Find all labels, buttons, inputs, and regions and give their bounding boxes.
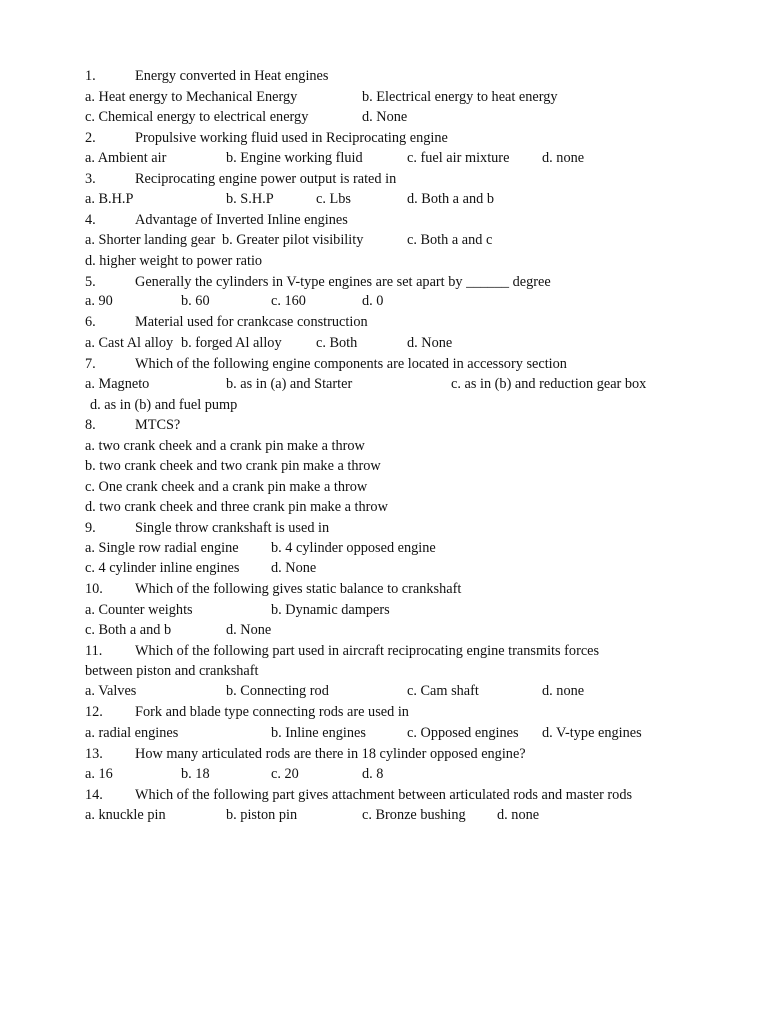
question-number: 7. bbox=[85, 356, 96, 372]
question-number: 3. bbox=[85, 171, 96, 187]
option-d: d. None bbox=[407, 335, 453, 351]
option-c: c. Both a and c bbox=[407, 232, 493, 248]
question-text: Single throw crankshaft is used in bbox=[135, 520, 330, 536]
option-d: d. higher weight to power ratio bbox=[85, 253, 263, 269]
question-number: 9. bbox=[85, 520, 96, 536]
option-a: a. Counter weights bbox=[85, 602, 193, 618]
question-number: 2. bbox=[85, 130, 96, 146]
question-number: 6. bbox=[85, 314, 96, 330]
question-text: How many articulated rods are there in 18 cylinder opposed engine? bbox=[135, 746, 526, 762]
option-c: c. fuel air mixture bbox=[407, 150, 510, 166]
option-a: a. 90 bbox=[85, 293, 113, 309]
option-c: c. Both a and b bbox=[85, 622, 172, 638]
question-text: MTCS? bbox=[135, 417, 181, 433]
option-a: a. B.H.P bbox=[85, 191, 134, 207]
question-number: 13. bbox=[85, 746, 103, 762]
question-text: Advantage of Inverted Inline engines bbox=[135, 212, 348, 228]
option-d: d. none bbox=[542, 150, 585, 166]
option-d: d. 0 bbox=[362, 293, 384, 309]
option-d: d. two crank cheek and three crank pin make a throw bbox=[85, 499, 388, 515]
question-text: Fork and blade type connecting rods are used in bbox=[135, 704, 409, 720]
option-b: b. forged Al alloy bbox=[181, 335, 282, 351]
question-text: Which of the following engine components are located in accessory section bbox=[135, 356, 567, 372]
option-c: c. Both bbox=[316, 335, 358, 351]
option-a: a. Single row radial engine bbox=[85, 540, 239, 556]
option-c: c. 160 bbox=[271, 293, 306, 309]
option-d: d. None bbox=[362, 109, 408, 125]
option-b: b. 60 bbox=[181, 293, 210, 309]
option-a: a. Magneto bbox=[85, 376, 150, 392]
option-a: a. Valves bbox=[85, 683, 137, 699]
option-a: a. Ambient air bbox=[85, 150, 167, 166]
question-text-continuation: between piston and crankshaft bbox=[85, 663, 259, 679]
option-d: d. none bbox=[542, 683, 585, 699]
question-number: 10. bbox=[85, 581, 103, 597]
question-number: 8. bbox=[85, 417, 96, 433]
option-b: b. piston pin bbox=[226, 807, 298, 823]
option-a: a. knuckle pin bbox=[85, 807, 166, 823]
option-b: b. Engine working fluid bbox=[226, 150, 363, 166]
question-number: 12. bbox=[85, 704, 103, 720]
option-c: c. as in (b) and reduction gear box bbox=[451, 376, 647, 392]
question-number: 11. bbox=[85, 643, 103, 659]
question-text: Energy converted in Heat engines bbox=[135, 68, 329, 84]
option-c: c. Lbs bbox=[316, 191, 351, 207]
option-a: a. Heat energy to Mechanical Energy bbox=[85, 89, 298, 105]
option-c: c. Chemical energy to electrical energy bbox=[85, 109, 309, 125]
question-text: Which of the following part gives attachment between articulated rods and master rods bbox=[135, 787, 633, 803]
option-b: b. Inline engines bbox=[271, 725, 366, 741]
option-d: d. 8 bbox=[362, 766, 384, 782]
option-b: b. Greater pilot visibility bbox=[222, 232, 364, 248]
question-text: Which of the following part used in aircraft reciprocating engine transmits forces bbox=[135, 643, 600, 659]
question-text: Propulsive working fluid used in Reciprocating engine bbox=[135, 130, 448, 146]
option-a: a. radial engines bbox=[85, 725, 179, 741]
question-text: Material used for crankcase construction bbox=[135, 314, 368, 330]
option-d: d. None bbox=[226, 622, 272, 638]
question-text: Which of the following gives static balance to crankshaft bbox=[135, 581, 462, 597]
option-a: a. 16 bbox=[85, 766, 113, 782]
option-a: a. Shorter landing gear bbox=[85, 232, 216, 248]
option-b: b. Connecting rod bbox=[226, 683, 329, 699]
option-c: c. Cam shaft bbox=[407, 683, 479, 699]
option-c: c. Bronze bushing bbox=[362, 807, 466, 823]
option-c: c. 20 bbox=[271, 766, 299, 782]
question-number: 1. bbox=[85, 68, 96, 84]
option-b: b. Electrical energy to heat energy bbox=[362, 89, 558, 105]
option-d: d. None bbox=[271, 560, 317, 576]
question-number: 4. bbox=[85, 212, 96, 228]
option-b: b. 4 cylinder opposed engine bbox=[271, 540, 436, 556]
option-c: c. One crank cheek and a crank pin make a throw bbox=[85, 479, 368, 495]
option-b: b. S.H.P bbox=[226, 191, 274, 207]
question-text: Reciprocating engine power output is rated in bbox=[135, 171, 397, 187]
question-number: 5. bbox=[85, 274, 96, 290]
option-a: a. two crank cheek and a crank pin make a throw bbox=[85, 438, 365, 454]
question-text: Generally the cylinders in V-type engines are set apart by ______ degree bbox=[135, 274, 551, 290]
option-b: b. 18 bbox=[181, 766, 210, 782]
option-d: d. Both a and b bbox=[407, 191, 494, 207]
option-c: c. 4 cylinder inline engines bbox=[85, 560, 240, 576]
option-c: c. Opposed engines bbox=[407, 725, 519, 741]
question-number: 14. bbox=[85, 787, 103, 803]
option-b: b. as in (a) and Starter bbox=[226, 376, 353, 392]
option-d: d. V-type engines bbox=[542, 725, 642, 741]
option-d: d. none bbox=[497, 807, 540, 823]
option-b: b. Dynamic dampers bbox=[271, 602, 390, 618]
option-d: d. as in (b) and fuel pump bbox=[90, 397, 238, 413]
option-b: b. two crank cheek and two crank pin make a throw bbox=[85, 458, 381, 474]
option-a: a. Cast Al alloy bbox=[85, 335, 174, 351]
